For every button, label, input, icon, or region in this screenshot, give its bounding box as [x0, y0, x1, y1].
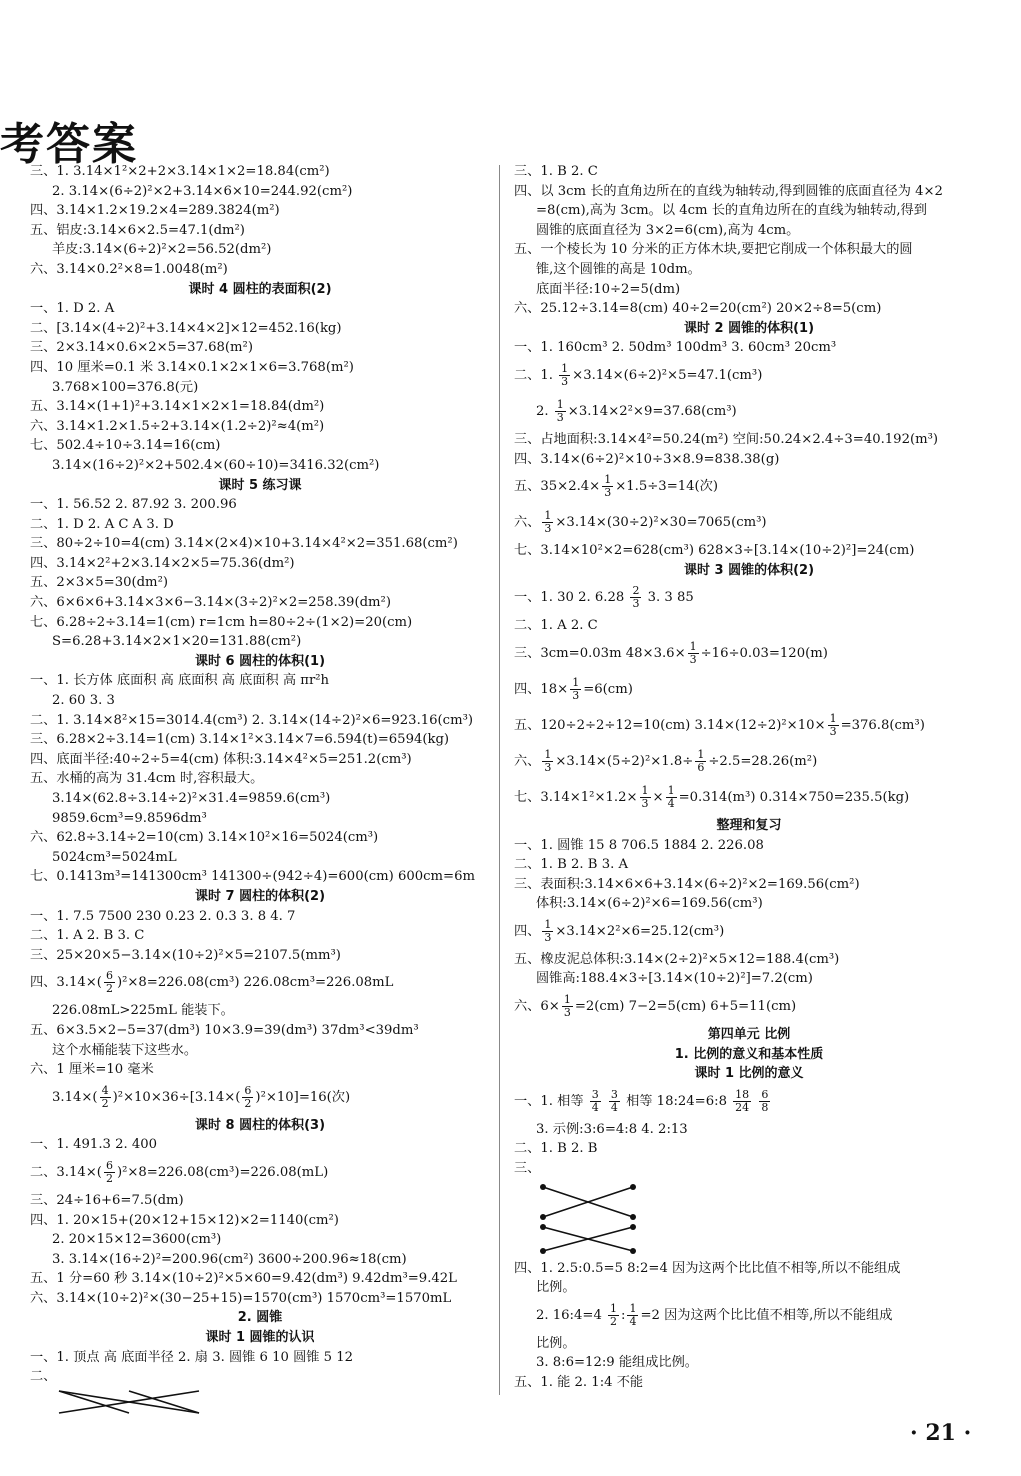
answer-line: 3.14×( $\frac{4}{2}$ )²×10×36÷[3.14×( $\frac{6}{2}$ )²×10]=16(次): [52, 1083, 351, 1110]
answer-line: 二、1. B 2. B 3. A: [514, 857, 628, 873]
answer-line: 三、80÷2÷10=4(cm) 3.14×(2×4)×10+3.14×4²×2=351.68(cm²): [30, 536, 458, 552]
answer-line: 四、以 3cm 长的直角边所在的直线为轴转动,得到圆锥的底面直径为 4×2: [514, 183, 943, 199]
answer-line: 三、1. B 2. C: [514, 164, 598, 179]
answer-line: 3. 3.14×(16÷2)²=200.96(cm²) 3600÷200.96≈18(cm): [52, 1251, 407, 1267]
answer-line: 七、6.28÷2÷3.14=1(cm) r=1cm h=80÷2÷(1×2)=20(cm): [30, 614, 413, 630]
fraction: $\frac{1}{3}$: [544, 509, 552, 536]
answer-line: 四、3.14×1.2×19.2×4=289.3824(m²): [30, 203, 280, 219]
answer-line: 六、25.12÷3.14=8(cm) 40÷2=20(cm²) 20×2÷8=5(cm): [514, 301, 882, 317]
answer-line: 六、6×6×6+3.14×3×6−3.14×(3÷2)²×2=258.39(dm²): [30, 595, 391, 611]
section-heading: 课时 3 圆锥的体积(2): [683, 562, 815, 578]
fraction: $\frac{1}{4}$: [629, 1301, 637, 1328]
answer-line: 2. 3.14×(6÷2)²×2+3.14×6×10=244.92(cm²): [52, 183, 353, 199]
answer-line: 这个水桶能装下这些水。: [52, 1042, 198, 1058]
answer-line: 六、3.14×1.2×1.5÷2+3.14×(1.2÷2)²≈4(m²): [30, 418, 325, 434]
answer-line: 五、水桶的高为 31.4cm 时,容积最大。: [30, 771, 264, 787]
fraction: $\frac{1}{3}$: [563, 993, 571, 1020]
answer-line: 锥,这个圆锥的高是 10dm。: [536, 261, 701, 277]
answer-line: 五、35×2.4× $\frac{1}{3}$ ×1.5÷3=14(次): [514, 473, 719, 500]
answer-line: 七、502.4÷10÷3.14=16(cm): [30, 438, 221, 454]
answer-line: 二、: [30, 1369, 57, 1385]
answer-line: 一、1. 491.3 2. 400: [30, 1137, 158, 1153]
answer-line: 一、1. D 2. A: [30, 301, 115, 317]
answer-line: 一、1. 56.52 2. 87.92 3. 200.96: [30, 497, 237, 513]
fraction: $\frac{1}{4}$: [667, 783, 675, 810]
answer-line: 羊皮:3.14×(6÷2)²×2=56.52(dm²): [52, 242, 272, 258]
answer-line: 四、3.14×( $\frac{6}{2}$ )²×8=226.08(cm³) 226.08cm³=226.08mL: [30, 969, 394, 996]
answer-line: 四、18× $\frac{1}{3}$ =6(cm): [514, 675, 633, 702]
answer-line: 三、6.28×2÷3.14=1(cm) 3.14×1²×3.14×7=6.594(t)=6594(kg): [30, 732, 450, 748]
fraction: $\frac{6}{2}$: [244, 1083, 252, 1110]
section-heading: 整理和复习: [716, 817, 782, 833]
answer-line: 六、3.14×(10÷2)²×(30−25+15)=1570(cm³) 1570cm³=1570mL: [30, 1290, 452, 1306]
answer-line: 9859.6cm³=9.8596dm³: [52, 810, 207, 826]
answer-line: 六、 $\frac{1}{3}$ ×3.14×(5÷2)²×1.8÷ $\frac{1}{6}$ ÷2.5=28.26(m²): [514, 747, 818, 774]
answer-line: 四、 $\frac{1}{3}$ ×3.14×2²×6=25.12(cm³): [514, 917, 725, 944]
fraction: $\frac{1}{3}$: [556, 397, 564, 424]
answer-line: 七、3.14×1²×1.2× $\frac{1}{3}$ × $\frac{1}{4}$ =0.314(m³) 0.314×750=235.5(kg): [514, 783, 910, 810]
answer-line: 3.768×100=376.8(元): [52, 379, 199, 395]
cone-matching-figure: [54, 1387, 204, 1417]
answer-line: 五、铝皮:3.14×6×2.5=47.1(dm²): [30, 222, 245, 238]
answer-line: 二、3.14×( $\frac{6}{2}$ )²×8=226.08(cm³)=226.08(mL): [30, 1158, 329, 1185]
answer-line: 六、 $\frac{1}{3}$ ×3.14×(30÷2)²×30=7065(cm³): [514, 509, 767, 536]
answer-line: 一、1. 相等 $\frac{3}{4}$ $\frac{3}{4}$ 相等 18:24=6:8 $\frac{18}{24}$ $\frac{6}{8}$: [514, 1087, 769, 1114]
column-divider: [499, 165, 500, 1395]
answer-line: 四、1. 2.5:0.5=5 8:2=4 因为这两个比比值不相等,所以不能组成: [514, 1260, 901, 1276]
answer-line: 七、3.14×10²×2=628(cm³) 628×3÷[3.14×(10÷2)²]=24(cm): [514, 543, 915, 559]
section-heading: 课时 1 圆锥的认识: [205, 1330, 315, 1346]
fraction: $\frac{4}{2}$: [101, 1083, 109, 1110]
answer-line: 3.14×(16÷2)²×2+502.4×(60÷10)=3416.32(cm²): [52, 457, 380, 473]
answer-line: 一、1. 圆锥 15 8 706.5 1884 2. 226.08: [514, 837, 764, 853]
section-heading: 课时 6 圆柱的体积(1): [194, 653, 326, 669]
fraction: $\frac{1}{2}$: [610, 1301, 618, 1328]
answer-line: 底面半径:10÷2=5(dm): [536, 281, 681, 297]
answer-line: 三、24÷16+6=7.5(dm): [30, 1192, 184, 1208]
answer-line: 3.14×(62.8÷3.14÷2)²×31.4=9859.6(cm³): [52, 791, 331, 806]
answer-line: 六、62.8÷3.14÷2=10(cm) 3.14×10²×16=5024(cm³): [30, 830, 379, 846]
page-number: · 21 ·: [910, 1420, 972, 1446]
answer-line: 2. 60 3. 3: [52, 693, 115, 709]
page-title: 考答案: [0, 119, 138, 170]
answer-line: 一、1. 160cm³ 2. 50dm³ 100dm³ 3. 60cm³ 20cm³: [514, 340, 837, 356]
answer-line: 比例。: [536, 1280, 576, 1296]
answer-line: 三、1. 3.14×1²×2+2×3.14×1×2=18.84(cm²): [30, 164, 330, 179]
answer-line: 二、1. D 2. A C A 3. D: [30, 516, 174, 532]
answer-line: 3. 示例:3:6=4:8 4. 2:13: [536, 1121, 688, 1137]
answer-line: 一、1. 30 2. 6.28 $\frac{2}{3}$ 3. 3 85: [514, 584, 694, 611]
answer-line: 二、1. A 2. B 3. C: [30, 928, 145, 944]
answer-line: 四、1. 20×15+(20×12+15×12)×2=1140(cm²): [30, 1212, 339, 1228]
fraction: $\frac{1}{3}$: [604, 473, 612, 500]
fraction: $\frac{1}{6}$: [697, 747, 705, 774]
answer-line: 七、0.1413m³=141300cm³ 141300÷(942÷4)=600(cm) 600cm=6m: [30, 869, 475, 885]
answer-line: 圆锥高:188.4×3÷[3.14×(10÷2)²]=7.2(cm): [536, 971, 813, 987]
answer-line: 五、1 分=60 秒 3.14×(10÷2)²×5×60=9.42(dm³) 9.42dm³=9.42L: [30, 1271, 457, 1287]
answer-line: 三、: [514, 1161, 541, 1177]
answer-line: 226.08mL>225mL 能装下。: [52, 1003, 234, 1019]
fraction: $\frac{1}{3}$: [544, 917, 552, 944]
answer-line: 五、6×3.5×2−5=37(dm³) 10×3.9=39(dm³) 37dm³<39dm³: [30, 1022, 419, 1038]
answer-line: 三、占地面积:3.14×4²=50.24(m²) 空间:50.24×2.4÷3=40.192(m³): [514, 431, 939, 447]
fraction: $\frac{1}{3}$: [561, 361, 569, 388]
matching-lines-figure: [538, 1179, 638, 1259]
answer-line: 一、1. 顶点 高 底面半径 2. 扇 3. 圆锥 6 10 圆锥 5 12: [30, 1349, 354, 1365]
answer-line: 二、1. B 2. B: [514, 1141, 598, 1157]
answer-line: 五、3.14×(1+1)²+3.14×1×2×1=18.84(dm²): [30, 399, 325, 415]
answer-line: 二、[3.14×(4÷2)²+3.14×4×2]×12=452.16(kg): [30, 320, 342, 336]
fraction: $\frac{3}{4}$: [591, 1087, 599, 1114]
answer-line: 六、3.14×0.2²×8=1.0048(m²): [30, 261, 228, 277]
answer-line: 2. 20×15×12=3600(cm³): [52, 1232, 222, 1248]
left-column: [30, 162, 490, 1417]
answer-line: 四、10 厘米=0.1 米 3.14×0.1×2×1×6=3.768(m²): [30, 359, 354, 375]
fraction: $\frac{1}{3}$: [689, 639, 697, 666]
section-heading: 课时 5 练习课: [218, 477, 302, 493]
section-heading: 课时 8 圆柱的体积(3): [194, 1117, 326, 1133]
answer-line: 五、2×3×5=30(dm²): [30, 575, 168, 591]
answer-line: 二、1. 3.14×8²×15=3014.4(cm³) 2. 3.14×(14÷2)²×6=923.16(cm³): [30, 712, 474, 728]
answer-line: 五、橡皮泥总体积:3.14×(2÷2)²×5×12=188.4(cm³): [514, 951, 840, 967]
answer-line: 二、1. A 2. C: [514, 618, 598, 634]
answer-line: 2. 16:4=4 $\frac{1}{2}$ : $\frac{1}{4}$ =2 因为这两个比比值不相等,所以不能组成: [536, 1301, 893, 1328]
answer-line: S=6.28+3.14×2×1×20=131.88(cm²): [52, 634, 302, 650]
answer-line: 三、2×3.14×0.6×2×5=37.68(m²): [30, 340, 253, 356]
answer-line: 五、1. 能 2. 1:4 不能: [514, 1375, 644, 1390]
answer-line: =8(cm),高为 3cm。以 4cm 长的直角边所在的直线为轴转动,得到: [536, 203, 927, 219]
fraction: $\frac{1}{3}$: [641, 783, 649, 810]
answer-line: 一、1. 7.5 7500 230 0.23 2. 0.3 3. 8 4. 7: [30, 908, 296, 924]
answer-line: 六、1 厘米=10 毫米: [30, 1062, 154, 1078]
fraction: $\frac{18}{24}$: [735, 1087, 750, 1114]
answer-line: 二、1. $\frac{1}{3}$ ×3.14×(6÷2)²×5=47.1(cm³): [514, 361, 763, 388]
answer-line: 四、3.14×(6÷2)²×10÷3×8.9=838.38(g): [514, 451, 780, 467]
fraction: $\frac{1}{3}$: [572, 675, 580, 702]
fraction: $\frac{2}{3}$: [632, 584, 640, 611]
section-heading: 课时 7 圆柱的体积(2): [194, 888, 326, 904]
section-heading: 第四单元 比例: [707, 1027, 791, 1043]
answer-line: 三、表面积:3.14×6×6+3.14×(6÷2)²×2=169.56(cm²): [514, 876, 860, 892]
section-heading: 2. 圆锥: [237, 1310, 283, 1326]
answer-line: 圆锥的底面直径为 3×2=6(cm),高为 4cm。: [536, 222, 800, 238]
answer-line: 四、底面半径:40÷2÷5=4(cm) 体积:3.14×4²×5=251.2(cm³): [30, 751, 412, 767]
answer-line: 六、6× $\frac{1}{3}$ =2(cm) 7−2=5(cm) 6+5=11(cm): [514, 993, 797, 1020]
answer-line: 比例。: [536, 1335, 576, 1351]
right-column: [514, 162, 984, 1393]
section-heading: 课时 4 圆柱的表面积(2): [188, 281, 332, 297]
answer-line: 五、一个棱长为 10 分米的正方体木块,要把它削成一个体积最大的圆: [514, 242, 913, 258]
fraction: $\frac{1}{3}$: [544, 747, 552, 774]
answer-line: 三、3cm=0.03m 48×3.6× $\frac{1}{3}$ ÷16÷0.03=120(m): [514, 639, 828, 666]
answer-line: 三、25×20×5−3.14×(10÷2)²×5=2107.5(mm³): [30, 947, 341, 963]
fraction: $\frac{6}{8}$: [761, 1087, 769, 1114]
answer-line: 体积:3.14×(6÷2)²×6=169.56(cm³): [536, 896, 763, 912]
answer-line: 5024cm³=5024mL: [52, 849, 177, 865]
answer-line: 一、1. 长方体 底面积 高 底面积 高 底面积 高 πr²h: [30, 673, 330, 689]
fraction: $\frac{6}{2}$: [105, 1158, 113, 1185]
section-heading: 1. 比例的意义和基本性质: [674, 1046, 824, 1062]
answer-line: 3. 8:6=12:9 能组成比例。: [536, 1355, 698, 1371]
answer-line: 2. $\frac{1}{3}$ ×3.14×2²×9=37.68(cm³): [536, 397, 737, 424]
section-heading: 课时 2 圆锥的体积(1): [683, 320, 815, 336]
fraction: $\frac{1}{3}$: [829, 711, 837, 738]
answer-line: 四、3.14×2²+2×3.14×2×5=75.36(dm²): [30, 555, 295, 571]
section-heading: 课时 1 比例的意义: [694, 1066, 804, 1082]
answer-line: 五、120÷2÷2÷12=10(cm) 3.14×(12÷2)²×10× $\frac{1}{3}$ =376.8(cm³): [514, 711, 925, 738]
fraction: $\frac{3}{4}$: [610, 1087, 618, 1114]
fraction: $\frac{6}{2}$: [105, 969, 113, 996]
